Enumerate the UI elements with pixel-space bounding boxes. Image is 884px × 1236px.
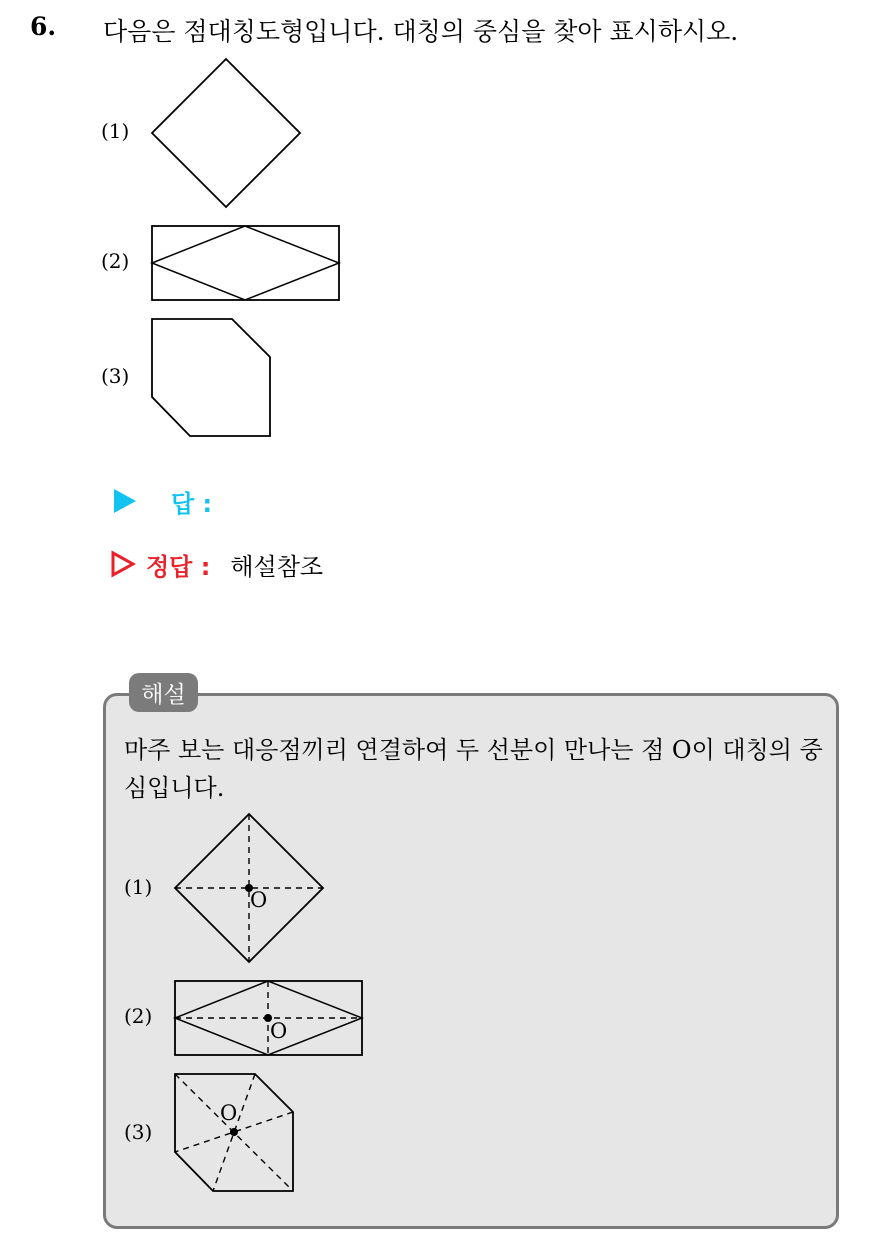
explanation-text: 마주 보는 대응점끼리 연결하여 두 선분이 만나는 점 O이 대칭의 중심입니다. [124, 736, 823, 802]
explanation-tab: 해설 [129, 673, 198, 712]
center-point [230, 1128, 238, 1136]
center-label-3: O [220, 1101, 238, 1125]
center-label-2: O [270, 1019, 288, 1043]
problem-label-2: (2) [101, 249, 130, 273]
correct-answer-value: 해설참조 [230, 552, 324, 581]
center-label-1: O [250, 888, 268, 912]
question-number: 6. [30, 12, 57, 41]
solution-rectangle-figure [173, 979, 365, 1059]
problem-label-1: (1) [101, 119, 130, 143]
solution-label-3: (3) [124, 1120, 153, 1144]
solution-label-2: (2) [124, 1004, 153, 1028]
answer-marker-icon [112, 487, 138, 515]
answer-label: 답 : [171, 489, 213, 518]
correct-answer-row [110, 547, 323, 581]
rhombus-figure [150, 57, 304, 209]
question-text: 다음은 점대칭도형입니다. 대칭의 중심을 찾아 표시하시오. [103, 17, 739, 46]
correct-marker-icon [110, 550, 136, 578]
hexagon-figure [150, 317, 274, 441]
solution-hexagon-figure [173, 1072, 297, 1196]
rectangle-rhombus-figure [150, 224, 342, 304]
solution-label-1: (1) [124, 875, 153, 899]
problem-label-3: (3) [101, 364, 130, 388]
answer-row [112, 484, 212, 518]
correct-answer-label: 정답 : [146, 552, 211, 581]
